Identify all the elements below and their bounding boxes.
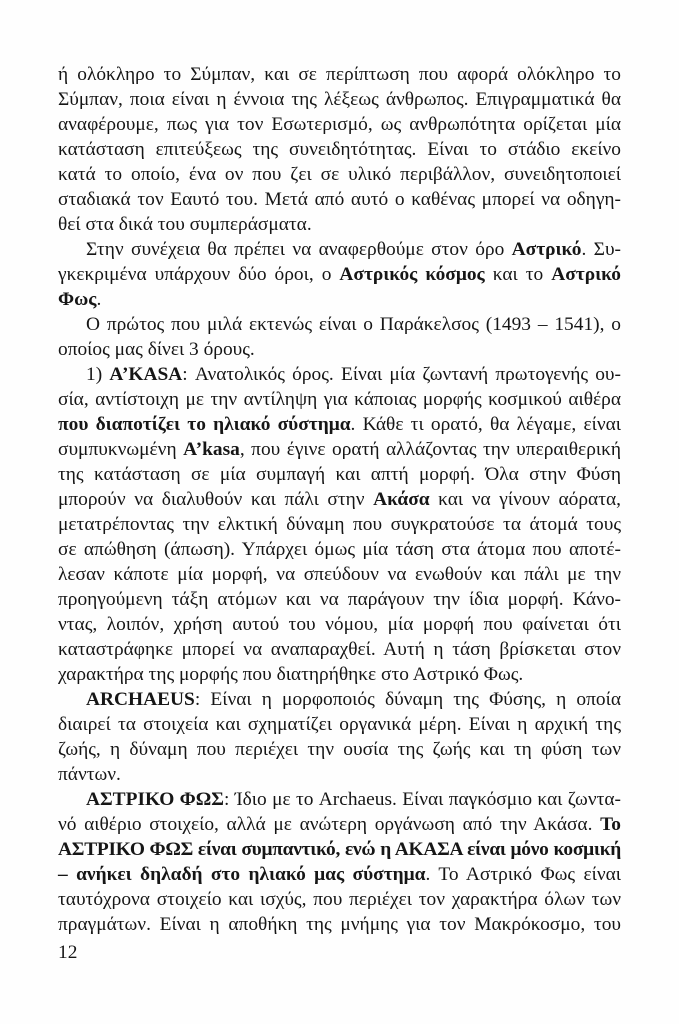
text-line	[58, 662, 621, 687]
text-line	[58, 562, 621, 587]
text-line	[58, 337, 621, 362]
text-line	[58, 437, 621, 462]
text-run: σταδιακά τον Εαυτό του. Μετά από αυτό ο καθένας μπορεί να οδηγη-	[58, 189, 621, 210]
page-text	[58, 62, 621, 937]
text-run: γκεκριμένα υπάρχουν δύο όροι, ο	[58, 264, 340, 285]
text-run: λεσαν κάποτε μία μορφή, να σπεύδουν να ενωθούν και πάλι με την	[58, 564, 621, 585]
text-line	[58, 212, 621, 237]
paragraph	[58, 62, 621, 237]
text-run: 1)	[86, 364, 110, 385]
paragraph	[58, 787, 621, 937]
text-line	[58, 87, 621, 112]
text-line	[58, 387, 621, 412]
bold-text-run: – ανήκει δηλαδή στο ηλιακό μας σύστημα	[58, 864, 426, 885]
text-run: : Ίδιο με το Archaeus. Είναι παγκόσμιο και ζωντα-	[223, 789, 621, 810]
text-run: οποίος μας δίνει 3 όρους.	[58, 339, 255, 360]
paragraph	[58, 237, 621, 312]
text-run: πραγμάτων. Είναι η αποθήκη της μνήμης για τον Μακρόκοσμο, του	[58, 914, 621, 935]
bold-text-run: Αστρικό	[511, 239, 582, 260]
text-run: σία, αντίστοιχη με την αντίληψη για κάποιας μορφής κοσμικού αιθέρα	[58, 389, 621, 410]
text-run: .	[96, 289, 102, 310]
text-run: καταστράφηκε μπορεί να αναπαραχθεί. Αυτή η τάση βρίσκεται στον	[58, 639, 621, 660]
text-line	[58, 362, 621, 387]
bold-text-run: A’kasa	[183, 439, 240, 460]
text-run: . Συ-	[581, 239, 621, 260]
text-line	[58, 762, 621, 787]
text-run: κατά το οποίο, ένα ον που ζει σε υλικό περιβάλλον, συνειδητοποιεί	[58, 164, 621, 185]
text-run: . Το Αστρικό Φως είναι	[425, 864, 621, 885]
text-line	[58, 537, 621, 562]
text-line	[58, 512, 621, 537]
text-line	[58, 412, 621, 437]
text-run: νό αιθέριο στοιχείο, αλλά με ανώτερη οργάνωση από την Ακάσα.	[58, 814, 601, 835]
text-line	[58, 137, 621, 162]
text-run: και το	[484, 264, 552, 285]
text-line	[58, 787, 621, 812]
text-line	[58, 712, 621, 737]
text-line	[58, 912, 621, 937]
paragraph	[58, 312, 621, 362]
bold-text-run: ΑΣΤΡΙΚΟ ΦΩΣ	[86, 789, 224, 810]
text-line	[58, 687, 621, 712]
text-line	[58, 812, 621, 837]
bold-text-run: Αστρικό	[551, 264, 621, 285]
bold-text-run: ΑΣΤΡΙΚΟ ΦΩΣ είναι συμπαντικό, ενώ η ΑΚΑΣΑ είναι μόνο κοσμική	[58, 839, 621, 860]
text-run: συμπυκνωμένη	[58, 439, 184, 460]
text-line	[58, 587, 621, 612]
paragraph	[58, 687, 621, 787]
text-run: ζωής, η δύναμη που περιέχει την ουσία της ζωής και τη φύση των	[58, 739, 621, 760]
text-run: ντας, λοιπόν, χρήση αυτού του νόμου, μία μορφή που φαίνεται ότι	[58, 614, 621, 635]
text-line	[58, 887, 621, 912]
bold-text-run: που διαποτίζει το ηλιακό σύστημα	[58, 414, 351, 435]
text-run: Στην συνέχεια θα πρέπει να αναφερθούμε στον όρο	[86, 239, 512, 260]
text-run: : Είναι η μορφοποιός δύναμη της Φύσης, η οποία	[194, 689, 621, 710]
bold-text-run: Το	[600, 814, 621, 835]
text-run: μπορούν να διαλυθούν και πάλι στην	[58, 489, 374, 510]
text-run: Ο πρώτος που μιλά εκτενώς είναι ο Παράκελσος (1493 – 1541), ο	[86, 314, 621, 335]
text-line	[58, 287, 621, 312]
text-line	[58, 237, 621, 262]
text-run: προηγούμενη τάξη ατόμων και να παράγουν την ίδια μορφή. Κάνο-	[58, 589, 621, 610]
text-run: . Κάθε τι ορατό, θα λέγαμε, είναι	[350, 414, 621, 435]
bold-text-run: A’KASA	[109, 364, 183, 385]
text-run: ταυτόχρονα στοιχείο και ισχύς, που περιέχει τον χαρακτήρα όλων των	[58, 889, 621, 910]
text-line	[58, 112, 621, 137]
bold-text-run: Φως	[58, 289, 97, 310]
text-run: μετατρέποντας την ελκτική δύναμη που συγκρατούσε τα άτομά τους	[58, 514, 621, 535]
text-run: Σύμπαν, ποια είναι η έννοια της λέξεως άνθρωπος. Επιγραμματικά θα	[58, 89, 621, 110]
text-run: χαρακτήρα της μορφής που διατηρήθηκε στο Αστρικό Φως.	[58, 664, 524, 685]
text-line	[58, 487, 621, 512]
text-run: κατάσταση επιτεύξεως της συνειδητότητας. Είναι το στάδιο εκείνο	[58, 139, 621, 160]
text-run: διαιρεί τα στοιχεία και σχηματίζει οργανικά μέρη. Είναι η αρχική της	[58, 714, 621, 735]
text-run: : Ανατολικός όρος. Είναι μία ζωντανή πρωτογενής ου-	[182, 364, 621, 385]
bold-text-run: ARCHAEUS	[86, 689, 195, 710]
text-run: ή ολόκληρο το Σύμπαν, και σε περίπτωση που αφορά ολόκληρο το	[58, 64, 621, 85]
text-run: της κατάσταση σε μία συμπαγή και απτή μορφή. Όλα στην Φύση	[58, 464, 621, 485]
text-line	[58, 737, 621, 762]
text-run: , που έγινε ορατή αλλάζοντας την υπεραιθερική	[239, 439, 621, 460]
text-line	[58, 312, 621, 337]
text-line	[58, 162, 621, 187]
text-line	[58, 462, 621, 487]
text-line	[58, 837, 621, 862]
text-run: και να γίνουν αόρατα,	[429, 489, 621, 510]
page-number: 12	[58, 942, 78, 963]
text-run: αναφέρουμε, πως για τον Εσωτερισμό, ως ανθρωπότητα ορίζεται μία	[58, 114, 621, 135]
text-line	[58, 62, 621, 87]
text-line	[58, 862, 621, 887]
text-line	[58, 612, 621, 637]
text-line	[58, 187, 621, 212]
text-run: σε απώθηση (άπωση). Υπάρχει όμως μία τάση στα άτομα που αποτέ-	[58, 539, 621, 560]
text-run: πάντων.	[58, 764, 121, 785]
text-run: θεί στα δικά του συμπεράσματα.	[58, 214, 312, 235]
paragraph	[58, 362, 621, 687]
bold-text-run: Αστρικός κόσμος	[339, 264, 485, 285]
text-line	[58, 262, 621, 287]
bold-text-run: Ακάσα	[373, 489, 430, 510]
text-line	[58, 637, 621, 662]
